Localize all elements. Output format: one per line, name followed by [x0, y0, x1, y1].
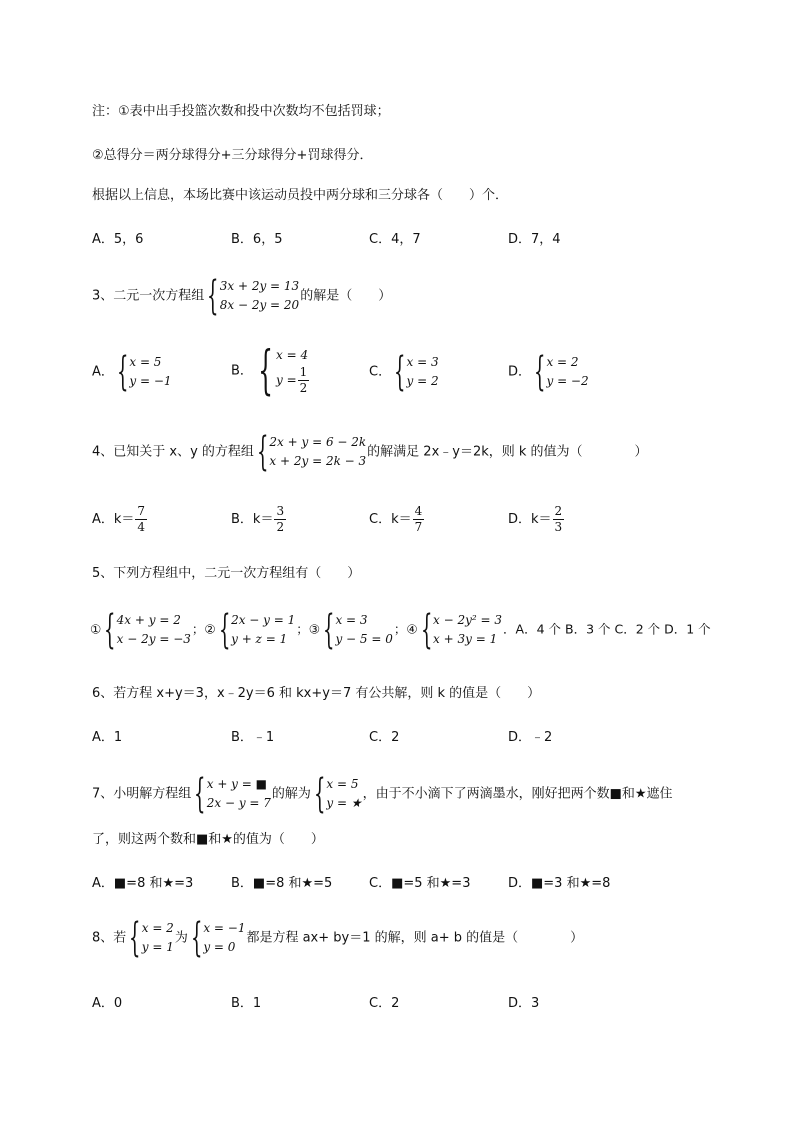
q8-option-b: B．1 [231, 996, 262, 1011]
q8-option-d: D．3 [508, 996, 540, 1011]
q3-option-b-num: 1 [299, 365, 308, 379]
q5-s2-eq1: 2x − y = 1 [231, 613, 296, 627]
note-option-c: C．4，7 [369, 232, 421, 247]
question-5: 5、下列方程组中，二元一次方程组有（ ） [92, 566, 361, 581]
q7-option-d: D．■=3 和★=8 [508, 876, 611, 891]
brace-icon: { [534, 349, 546, 395]
q5-sep-1: ；② [191, 621, 216, 637]
q3-option-b-den: 2 [299, 381, 308, 395]
q3-option-d-label: D． [508, 364, 532, 380]
q7-option-c: C．■=5 和★=3 [369, 876, 471, 891]
q3-option-a [92, 349, 173, 395]
question-7 [92, 771, 673, 817]
q4-eq1: 2x + y = 6 − 2k [269, 435, 367, 449]
q3-option-b-eq1: x = 4 [276, 348, 309, 362]
brace-icon: { [116, 349, 129, 395]
q6-option-c: C．2 [369, 730, 400, 745]
q6-option-b: B．﹣1 [231, 730, 275, 745]
q4-option-b-den: 2 [276, 520, 285, 534]
q3-suffix: 的解是（ ） [300, 288, 392, 304]
note-option-d: D．7，4 [508, 232, 561, 247]
q4-option-c-label: C．k＝ [369, 512, 412, 527]
q3-option-c-label: C． [369, 364, 392, 380]
q5-s3-eq2: y − 5 = 0 [335, 632, 393, 646]
q4-eq2: x + 2y = 2k − 3 [269, 454, 367, 468]
q4-option-c-num: 4 [414, 504, 423, 518]
brace-icon: { [218, 607, 231, 653]
q5-s2-eq2: y + z = 1 [231, 632, 288, 646]
q6-option-a: A．1 [92, 730, 123, 745]
q6-option-d: D．﹣2 [508, 730, 553, 745]
q3-option-a-label: A． [92, 364, 114, 380]
q3-option-b-eq2: y = [276, 373, 297, 387]
q7-sol1: x = 5 [326, 777, 359, 791]
q4-option-d-den: 3 [554, 520, 563, 534]
q7-sol2: y = ★ [326, 796, 362, 810]
q5-s1-eq2: x − 2y = −3 [116, 632, 191, 646]
brace-icon: { [104, 607, 116, 653]
q7-option-b: B．■=8 和★=5 [231, 876, 333, 891]
q7-mid: 的解为 [271, 786, 311, 802]
q4-option-c [369, 504, 425, 535]
q3-system [205, 273, 300, 319]
brace-icon: { [194, 771, 206, 817]
q8-mid: 为 [174, 930, 188, 946]
note-line-1: 注：①表中出手投篮次数和投中次数均不包括罚球； [92, 104, 390, 119]
q3-option-b-label: B． [231, 363, 253, 379]
q7-line-2: 了，则这两个数和■和★的值为（ ） [92, 832, 324, 847]
q4-option-d-label: D．k＝ [508, 512, 552, 527]
q5-sep-3: ；④ [393, 621, 418, 637]
q5-s1-eq1: 4x + y = 2 [116, 613, 181, 627]
note-option-a: A．5，6 [92, 232, 144, 247]
q4-option-d [508, 504, 565, 535]
brace-icon: { [207, 273, 219, 319]
q7-prefix: 7、小明解方程组 [92, 786, 192, 802]
brace-icon: { [322, 607, 335, 653]
note-question: 根据以上信息，本场比赛中该运动员投中两分球和三分球各（ ）个． [92, 188, 509, 203]
q3-option-a-eq2: y = −1 [129, 374, 172, 388]
q5-mark-1: ① [90, 621, 102, 637]
q7-eq1: x + y = ■ [206, 777, 267, 791]
q7-suffix: ，由于不小滴下了两滴墨水，刚好把两个数■和★遮住 [362, 786, 673, 802]
q4-option-a-label: A．k＝ [92, 512, 135, 527]
q8-s1-eq1: x = 2 [141, 921, 174, 935]
q3-option-c [369, 349, 440, 395]
question-4 [92, 429, 648, 475]
q3-option-b [231, 341, 311, 401]
q5-sep-2: ；③ [296, 621, 320, 637]
q3-option-d-eq2: y = −2 [546, 374, 589, 388]
q8-s2-eq2: y = 0 [203, 940, 236, 954]
q3-option-a-eq1: x = 5 [129, 355, 162, 369]
brace-icon: { [394, 349, 406, 395]
q4-option-a [92, 504, 148, 535]
q8-s2-eq1: x = −1 [203, 921, 246, 935]
q7-eq2: 2x − y = 7 [206, 796, 271, 810]
q4-option-a-den: 4 [137, 520, 146, 534]
q5-s3-eq1: x = 3 [335, 613, 368, 627]
q4-suffix: 的解满足 2x﹣y＝2k，则 k 的值为（ ） [367, 444, 648, 460]
q4-option-b-num: 3 [276, 504, 285, 518]
q5-s4-eq2: x + 3y = 1 [433, 632, 498, 646]
q3-option-c-eq2: y = 2 [406, 374, 439, 388]
q8-prefix: 8、若 [92, 930, 127, 946]
brace-icon: { [313, 771, 326, 817]
question-6: 6、若方程 x+y＝3，x﹣2y＝6 和 kx+y＝7 有公共解，则 k 的值是（ ） [92, 686, 541, 701]
q4-option-b-label: B．k＝ [231, 512, 274, 527]
q3-option-d-eq1: x = 2 [546, 355, 579, 369]
brace-icon: { [258, 341, 273, 401]
q5-systems [90, 607, 711, 653]
note-line-2: ②总得分＝两分球得分+三分球得分+罚球得分． [92, 148, 373, 163]
q3-option-c-eq1: x = 3 [406, 355, 439, 369]
q8-suffix: 都是方程 ax+ by＝1 的解，则 a+ b 的值是（ ） [246, 930, 584, 946]
q8-s1-eq2: y = 1 [141, 940, 174, 954]
brace-icon: { [420, 607, 433, 653]
q4-option-d-num: 2 [554, 504, 563, 518]
q5-tail: ．A．4 个 B．3 个 C．2 个 D．1 个 [503, 621, 711, 637]
q3-option-d [508, 349, 590, 395]
q4-option-c-den: 7 [414, 520, 423, 534]
brace-icon: { [190, 915, 203, 961]
question-8 [92, 915, 584, 961]
q4-prefix: 4、已知关于 x、y 的方程组 [92, 444, 254, 460]
question-3 [92, 273, 392, 319]
q8-option-a: A．0 [92, 996, 123, 1011]
q7-option-a: A．■=8 和★=3 [92, 876, 194, 891]
q3-prefix: 3、二元一次方程组 [92, 288, 205, 304]
brace-icon: { [129, 915, 141, 961]
brace-icon: { [256, 429, 269, 475]
q8-option-c: C．2 [369, 996, 400, 1011]
note-option-b: B．6，5 [231, 232, 283, 247]
q3-eq2: 8x − 2y = 20 [219, 298, 300, 312]
q5-s4-eq1: x − 2y² = 3 [433, 613, 503, 627]
q3-eq1: 3x + 2y = 13 [219, 279, 300, 293]
q4-option-a-num: 7 [137, 504, 146, 518]
q4-option-b [231, 504, 287, 535]
